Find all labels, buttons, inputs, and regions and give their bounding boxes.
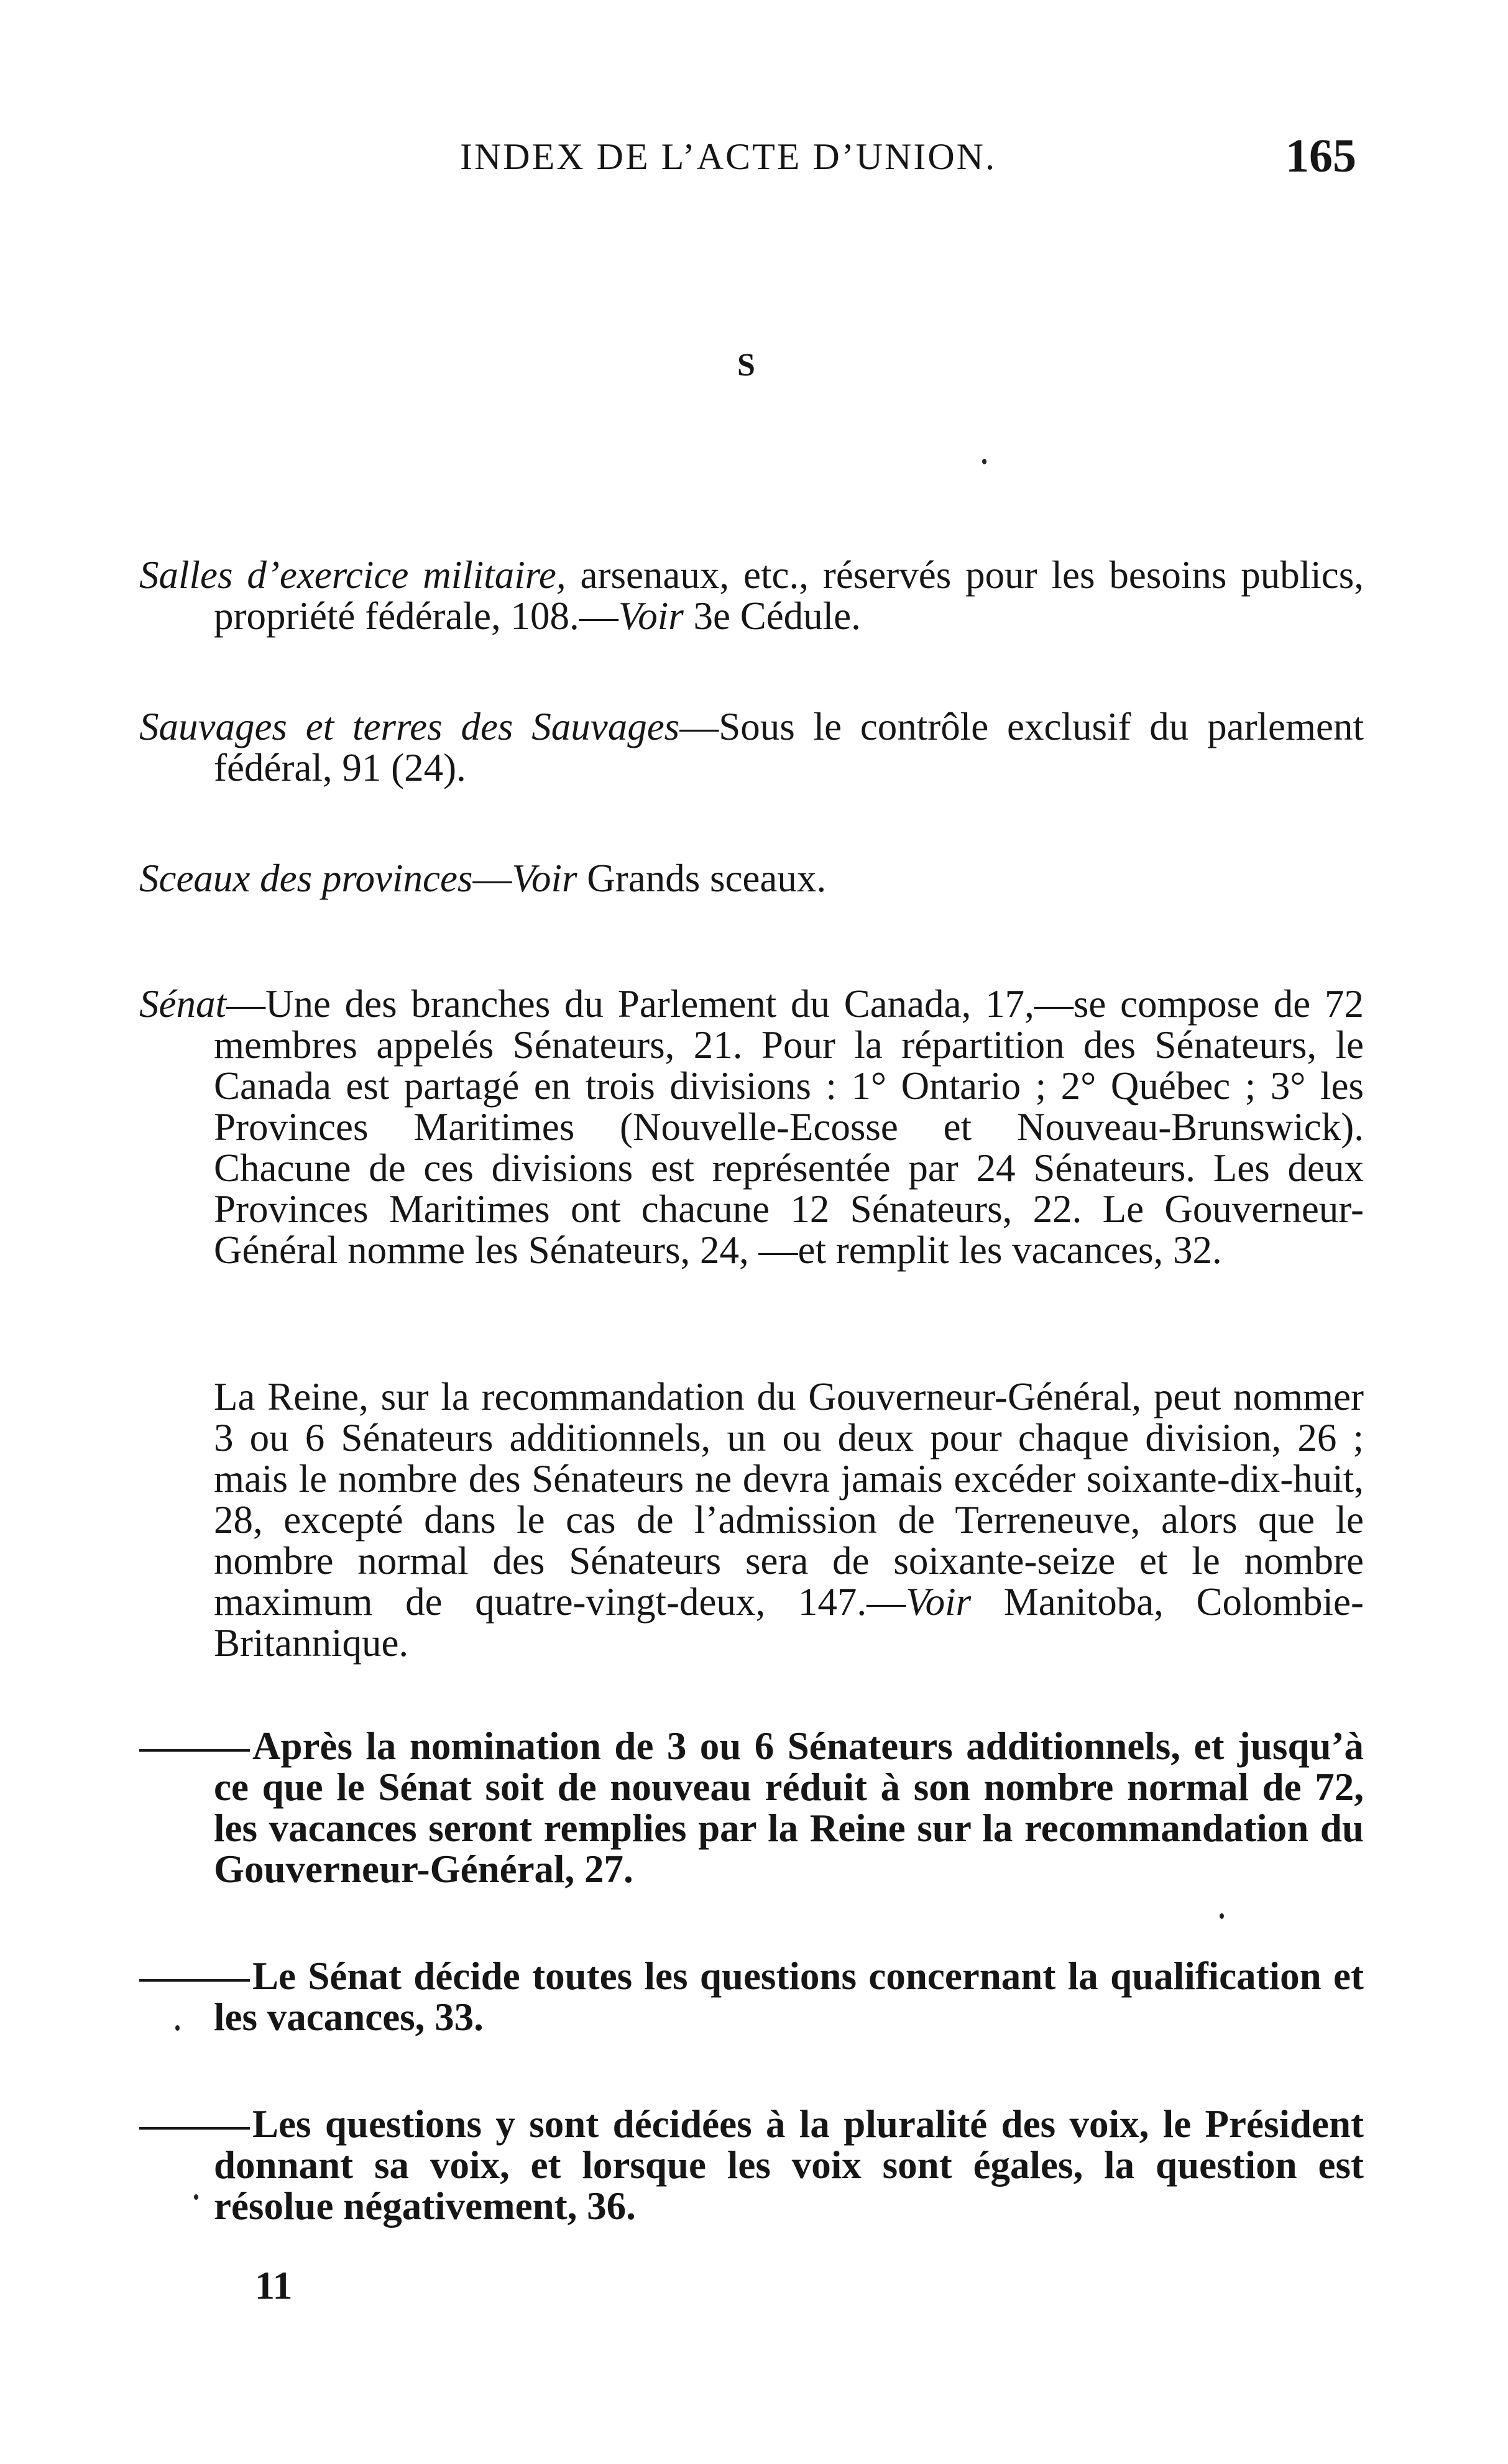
entry-term: Sauvages et terres des Sauvages [139, 705, 680, 748]
index-entry-senat [139, 983, 1364, 1271]
entry-text: —Sous le contrôle exclusif du parlement fédéral, 91 (24). [214, 705, 1364, 789]
subentry-text: Les questions y sont décidées à la pluralité des voix, le Président donnant sa voix, et lorsque les voix sont égales, la question est résolue négativement, 36. [214, 2102, 1364, 2228]
index-entry-salles [139, 554, 1364, 637]
entry-term: Sénat [139, 982, 226, 1026]
print-speck [175, 2025, 180, 2031]
entry-text: —Une des branches du Parlement du Canada, 17,—se compose de 72 membres appelés Sénateurs, 21. Pour la répartition des Sénateurs, le Canada est partagé en trois divisions : 1° Ontario ; 2° Québec ; 3° les Provinces Maritimes (Nouvelle-Ecosse et Nouveau-Brunswick). Chacune de ces divisions est représentée par 24 Sénateurs. Les deux Provinces Maritimes ont chacune 12 Sénateurs, 22. Le Gouverneur-Général nomme les Sénateurs, 24, —et remplit les vacances, 32. [214, 982, 1364, 1272]
paragraph-tail: Manitoba, Colombie-Britannique. [214, 1580, 1364, 1665]
em-rule [139, 1749, 250, 1752]
subentry-text: Après la nomination de 3 ou 6 Sénateurs additionnels, et jusqu’à ce que le Sénat soit de nouveau réduit à son nombre normal de 72, les vacances seront remplies par la Reine sur la recommandation du Gouverneur-Général, 27. [214, 1724, 1364, 1891]
senat-paragraph-reine [214, 1376, 1364, 1663]
index-entry-sceaux [139, 858, 1364, 899]
paragraph-text: La Reine, sur la recommandation du Gouverneur-Général, peut nommer 3 ou 6 Sénateurs additionnels, un ou deux pour chaque division, 26 ; mais le nombre des Sénateurs ne devra jamais excéder soixante-dix-huit, 28, excepté dans le cas de l’admission de Terreneuve, alors que le nombre normal des Sénateurs sera de soixante-seize et le nombre maximum de quatre-vingt-deux, 147.— [214, 1375, 1364, 1624]
senat-subentry-questions [139, 2103, 1364, 2227]
print-speck [982, 459, 986, 464]
voir-label: Voir [512, 857, 577, 900]
entry-tail: 3e Cédule. [683, 594, 861, 638]
subentry-text: Le Sénat décide toutes les questions concernant la qualification et les vacances, 33. [214, 1954, 1364, 2039]
entry-tail: Grands sceaux. [577, 857, 827, 900]
running-title: INDEX DE L’ACTE D’UNION. [460, 136, 996, 177]
em-rule [139, 1979, 250, 1982]
signature-mark: 11 [255, 2263, 293, 2307]
voir-label: Voir [906, 1580, 972, 1624]
senat-subentry-decide [139, 1956, 1364, 2038]
entry-term: Salles d’exercice militaire, [139, 553, 566, 597]
em-rule [139, 2127, 250, 2130]
entry-term: Sceaux des provinces [139, 857, 473, 900]
entry-text: arsenaux, etc., réservés pour les besoins publics, propriété fédérale, 108.— [214, 553, 1364, 638]
index-entry-sauvages [139, 706, 1364, 788]
section-letter: S [737, 347, 755, 383]
print-speck [1220, 1913, 1224, 1919]
entry-dash: — [472, 857, 512, 900]
page-number: 165 [1285, 130, 1356, 182]
print-speck [194, 2194, 198, 2200]
senat-subentry-apres [139, 1726, 1364, 1890]
voir-label: Voir [618, 594, 684, 638]
